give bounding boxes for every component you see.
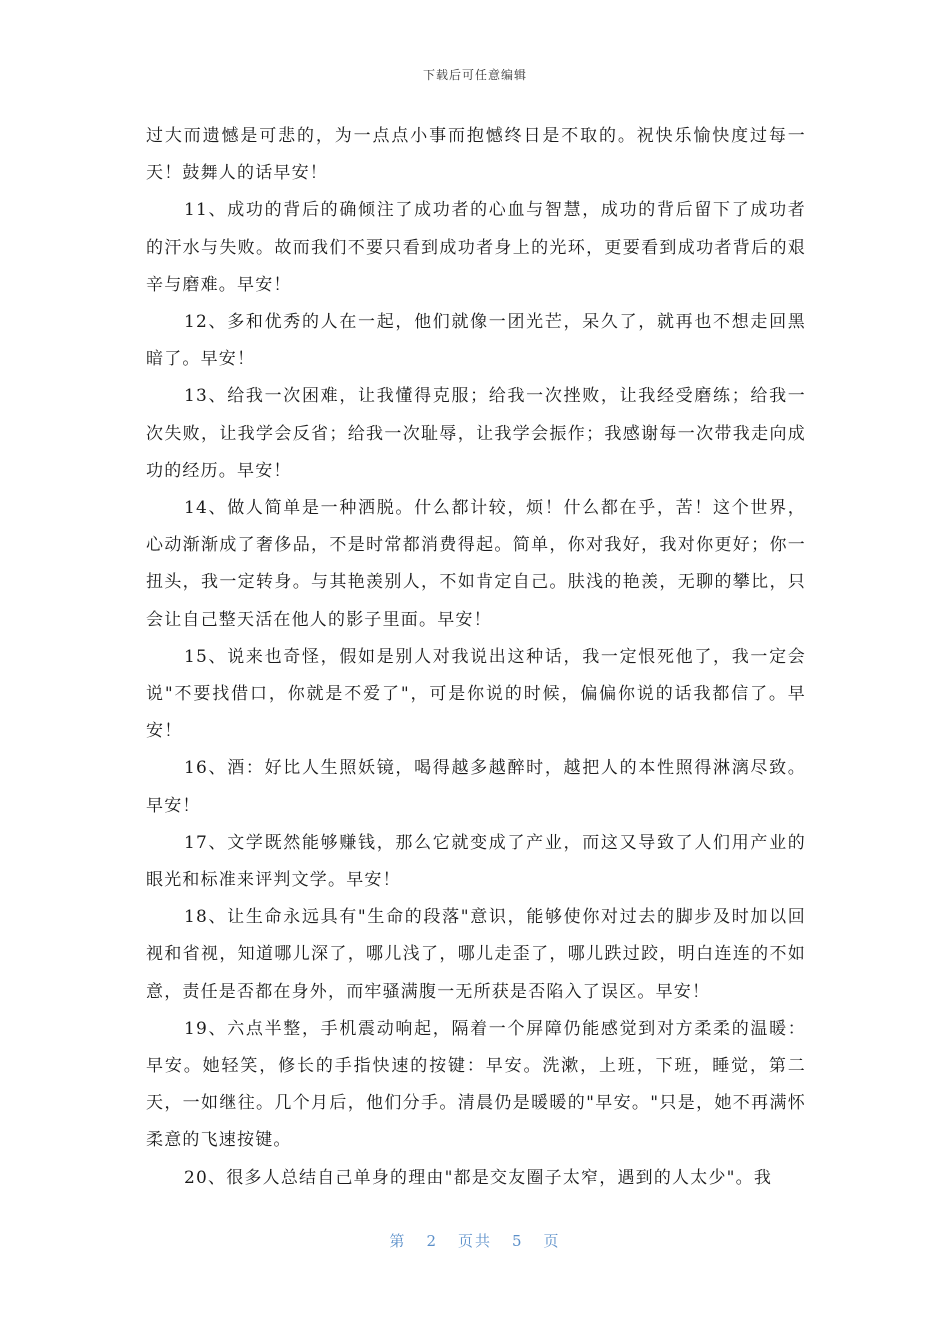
paragraph: 11、成功的背后的确倾注了成功者的心血与智慧，成功的背后留下了成功者的汗水与失败。故而我们不要只看到成功者身上的光环，更要看到成功者背后的艰辛与磨难。早安！ — [146, 200, 806, 295]
paragraph: 12、多和优秀的人在一起，他们就像一团光芒，呆久了，就再也不想走回黑暗了。早安！ — [146, 312, 806, 370]
paragraph: 18、让生命永远具有"生命的段落"意识，能够使你对过去的脚步及时加以回视和省视，知道哪儿深了，哪儿浅了，哪儿走歪了，哪儿跌过跤，明白连连的不如意，责任是否都在身外，而牢骚满腹一无所获是否陷入了误区。早安！ — [146, 907, 806, 1002]
paragraph: 17、文学既然能够赚钱，那么它就变成了产业，而这又导致了人们用产业的眼光和标准来评判文学。早安！ — [146, 832, 806, 891]
page-header: 下载后可任意编辑 — [422, 68, 527, 82]
total-pages: 5 — [512, 1232, 524, 1250]
page-suffix: 页 — [543, 1232, 561, 1250]
paragraph: 14、做人简单是一种洒脱。什么都计较，烦！什么都在乎，苦！这个世界，心动渐渐成了奢侈品，不是时常都消费得起。简单，你对我好，我对你更好；你一扭头，我一定转身。与其艳羡别人，不如肯定自己。肤浅的艳羡，无聊的攀比，只会让自己整天活在他人的影子里面。早安！ — [146, 498, 806, 630]
document-body — [146, 118, 806, 1197]
paragraph: 16、酒：好比人生照妖镜，喝得越多越醉时，越把人的本性照得淋漓尽致。早安！ — [146, 758, 806, 816]
paragraph: 过大而遗憾是可悲的，为一点点小事而抱憾终日是不取的。祝快乐愉快度过每一天！鼓舞人的话早安！ — [146, 126, 806, 184]
paragraph: 15、说来也奇怪，假如是别人对我说出这种话，我一定恨死他了，我一定会说"不要找借口，你就是不爱了"，可是你说的时候，偏偏你说的话我都信了。早安！ — [146, 646, 806, 742]
paragraph: 20、很多人总结自己单身的理由"都是交友圈子太窄，遇到的人太少"。我 — [184, 1167, 773, 1188]
page-label: 第 — [389, 1232, 407, 1250]
page-footer — [0, 1230, 950, 1251]
paragraph: 19、六点半整，手机震动响起，隔着一个屏障仍能感觉到对方柔柔的温暖：早安。她轻笑，修长的手指快速的按键：早安。洗漱，上班，下班，睡觉，第二天，一如继往。几个月后，他们分手。清晨仍是暖暖的"早安。"只是，她不再满怀柔意的飞速按键。 — [146, 1018, 806, 1151]
paragraph: 13、给我一次困难，让我懂得克服；给我一次挫败，让我经受磨练；给我一次失败，让我学会反省；给我一次耻辱，让我学会振作；我感谢每一次带我走向成功的经历。早安！ — [146, 386, 806, 481]
page-number: 2 — [426, 1232, 438, 1250]
total-label: 页共 — [457, 1232, 492, 1250]
